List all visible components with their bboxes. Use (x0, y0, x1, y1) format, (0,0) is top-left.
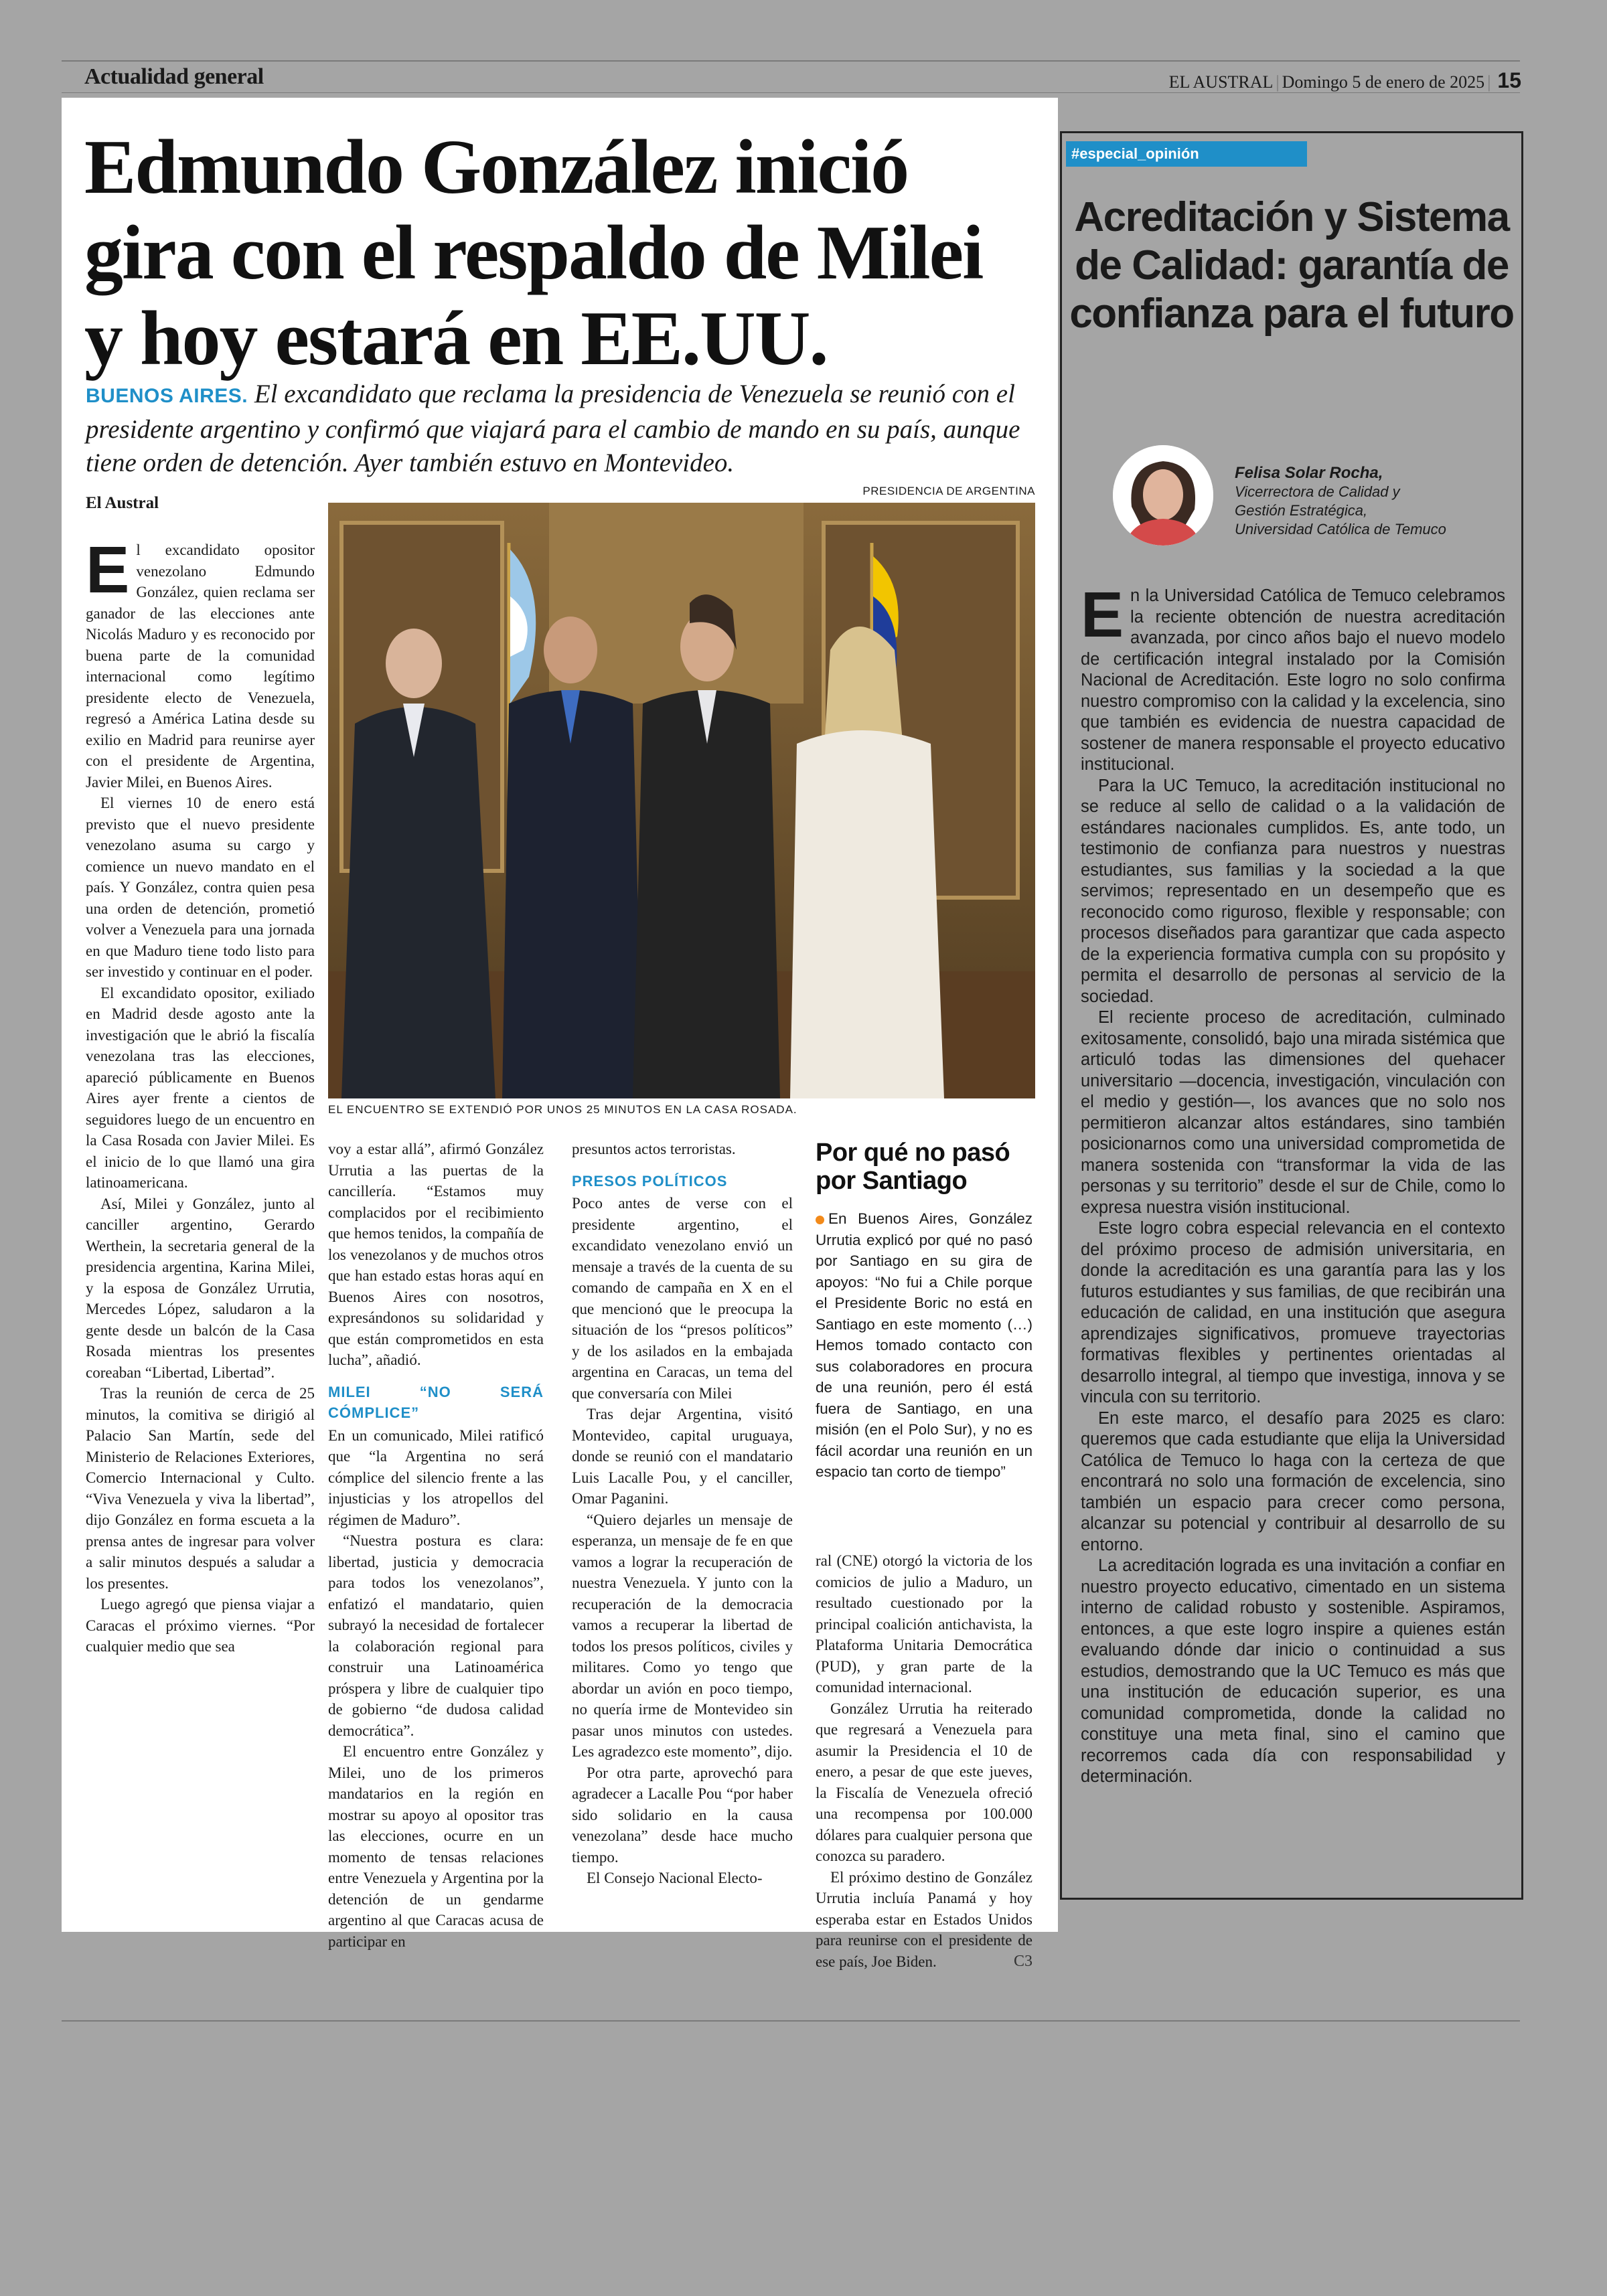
lead-text: El excandidato que reclama la presidencia de Venezuela se reunió con el presidente argentino y confirmó que viajará para el cambio de mando en su país, aunque tiene orden de detención. Ayer también estuvo en Montevideo. (86, 380, 1020, 477)
article-column-3 (572, 1139, 793, 1889)
header-rule-bottom (62, 92, 1520, 93)
header-rule-top (62, 60, 1520, 62)
publication-date: Domingo 5 de enero de 2025 (1282, 72, 1485, 92)
paragraph: Luego agregó que piensa viajar a Caracas el próximo viernes. “Por cualquier medio que sea (86, 1596, 315, 1655)
footer-rule (62, 2020, 1520, 2022)
paragraph: “Quiero dejarles un mensaje de esperanza, un mensaje de fe en que vamos a lograr la recuperación de nuestra Venezuela. Y junto con la recuperación de la democracia vamos a recuperar la libertad de todos los presos políticos, civiles y militares. Como yo tengo que abordar un avión en poco tiempo, no quería irme de Montevideo sin pasar unos minutos con ustedes. Les agradezco este momento”, dijo. (572, 1511, 793, 1760)
paragraph: El Consejo Nacional Electo- (587, 1870, 763, 1886)
sidebar-text-body: En Buenos Aires, González Urrutia explicó por qué no pasó por Santiago en su gira de apoyos: “No fui a Chile porque el Presidente Boric no está en Santiago en este momento (…) Hemos tomado contacto con sus colaboradores en procura de una reunión, pero él está fuera de Santiago, en una misión (en el Polo Sur), y no es fácil acordar una reunión en un espacio tan corto de tiempo” (816, 1210, 1032, 1480)
author-role: Vicerrectora de Calidad y (1235, 483, 1400, 500)
paragraph: ral (CNE) otorgó la victoria de los comicios de julio a Maduro, un resultado cuestionado por la principal coalición antichavista, la Plataforma Unitaria Democrática (PUD), y gran parte de la comunidad internacional. (816, 1552, 1032, 1696)
drop-cap: E (86, 533, 130, 606)
photo-credit: PRESIDENCIA DE ARGENTINA (862, 485, 1035, 497)
main-article (62, 98, 1058, 1970)
article-byline: El Austral (86, 494, 159, 512)
paragraph: n la Universidad Católica de Temuco celebramos la reciente obtención de nuestra acreditación avanzada, por cinco años bajo el nuevo modelo de certificación integral instalado por la Comisión Nacional de Acreditación. Este logro no solo confirma nuestro compromiso con la calidad y la excelencia, sino que también es evidencia de nuestra capacidad de sostener de manera responsable el proyecto educativo institucional. (1081, 586, 1505, 774)
paragraph: Tras dejar Argentina, visitó Montevideo, capital uruguaya, donde se reunió con el mandatario Luis Lacalle Pou, y el canciller, Omar Paganini. (572, 1406, 793, 1507)
page-number: 15 (1497, 68, 1521, 92)
section-subhead: PRESOS POLÍTICOS (572, 1172, 728, 1190)
article-headline: Edmundo González inició gira con el respaldo de Milei y hoy estará en EE.UU. (84, 125, 983, 382)
end-mark-icon: C3 (1013, 1952, 1032, 1970)
paragraph: Por otra parte, aprovechó para agradecer a Lacalle Pou “por haber sido solidario en la causa venezolana” desde hace mucho tiempo. (572, 1764, 793, 1866)
bullet-icon (816, 1216, 824, 1224)
photo-illustration (328, 503, 1035, 1098)
paragraph: El viernes 10 de enero está previsto que el nuevo presidente venezolano asuma su cargo y comience un nuevo mandato en el país. Y González, contra quien pesa una orden de detención, prometió volver a Venezuela para una jornada en que Maduro tiene todo listo para ser investido y continuar en el poder. (86, 795, 315, 980)
author-avatar (1113, 445, 1213, 546)
opinion-tag-bar (1066, 141, 1307, 167)
paragraph: El encuentro entre González y Milei, uno de los primeros mandatarios en la región en mostrar su apoyo al opositor tras las elecciones, ocurre en un momento de tensas relaciones entre Venezuela y Argentina por la detención de un gendarme argentino al que Caracas acusa de participar en (328, 1743, 544, 1950)
opinion-column (1060, 131, 1523, 1900)
sidebar-box (816, 1139, 1032, 1483)
paragraph: En un comunicado, Milei ratificó que “la Argentina no será cómplice del silencio frente a las injusticias y los atropellos del régimen de Maduro”. (328, 1426, 544, 1528)
author-name: Felisa Solar Rocha, (1235, 464, 1383, 482)
paragraph: Para la UC Temuco, la acreditación institucional no se reduce al sello de calidad o a la validación de estándares nacionales cumplidos. Es, ante todo, un testimonio de confianza para nuestros y nuestras estudiantes, sus familias y la sociedad a la que servimos; representado en un desempeño que es reconocido como riguroso, flexible y responsable; con procesos diseñados para garantizar que cada aspecto de la experiencia formativa cumpla con su propósito y permita el desarrollo de personas al servicio de la sociedad. (1081, 776, 1505, 1006)
paragraph: Este logro cobra especial relevancia en el contexto del próximo proceso de admisión universitaria, en donde la acreditación es una garantía para las y los futuros estudiantes y sus familias, de que recibirán una educación de calidad, en una institución que asegura aprendizajes significativos, promueve trayectorias formativas flexibles y pertinentes orientadas al desarrollo integral, al tiempo que investiga, innova y se vincula con su territorio. (1081, 1219, 1505, 1406)
paragraph: voy a estar allá”, afirmó González Urrutia a las puertas de la cancillería. “Estamos muy complacidos por el recibimiento que hemos tenidos, la compañía de los venezolanos y de muchos otros que han estado estas horas aquí en Buenos Aires con nosotros, expresándonos su solidaridad y que están comprometidos en esta lucha”, añadió. (328, 1141, 544, 1368)
paragraph: El reciente proceso de acreditación, culminado exitosamente, consolidó, bajo una mirada sistémica que articuló todas las dimensiones del quehacer universitario —docencia, investigación, vinculación con el medio y gestión—, los avances que no solo nos permitieron alcanzar altos estándares, sino también posicionarnos como una universidad comprometida de manera sostenida con “transformar la vida de las personas y su territorio” desde el sur de Chile, como lo expresa nuestra visión institucional. (1081, 1008, 1505, 1217)
paragraph: Así, Milei y González, junto al canciller argentino, Gerardo Werthein, la secretaria general de la presidencia argentina, Karina Milei, y la esposa de González Urrutia, Mercedes López, saludaron a la gente desde un balcón de la Casa Rosada mientras los presentes coreaban “Libertad, Libertad”. (86, 1195, 315, 1381)
page-folio: EL AUSTRAL | Domingo 5 de enero de 2025 | 15 (1168, 68, 1521, 92)
author-institution: Universidad Católica de Temuco (1235, 521, 1446, 538)
paragraph: González Urrutia ha reiterado que regresará a Venezuela para asumir la Presidencia el 10 de enero, a pesar de que este jueves, la Fiscalía de Venezuela ofreció una recompensa por 100.000 dólares para cualquier persona que conozca su paradero. (816, 1700, 1032, 1864)
author-role: Gestión Estratégica, (1235, 502, 1368, 519)
paragraph: Tras la reunión de cerca de 25 minutos, la comitiva se dirigió al Palacio San Martín, sede del Ministerio de Relaciones Exteriores, Comercio Internacional y Culto. “Viva Venezuela y viva la libertad”, dijo González en forma escueta a la prensa antes de ingresar para volver a salir minutos después a saludar a los presentes. (86, 1385, 315, 1592)
article-column-1 (86, 533, 315, 1657)
sidebar-text (816, 1208, 1032, 1483)
author-photo (1113, 445, 1213, 546)
opinion-title: Acreditación y Sistema de Calidad: garantía de confianza para el futuro (1069, 194, 1514, 337)
paragraph: Poco antes de verse con el presidente argentino, el excandidato venezolano envió un mensaje a través de la cuenta de su comando de campaña en X en el que mencionó que le preocupa la situación de los “presos políticos” y de los asilados en la embajada argentina en Caracas, un tema del que conversaría con Milei (572, 1195, 793, 1402)
section-name: Actualidad general (84, 64, 264, 89)
paragraph: “Nuestra postura es clara: libertad, justicia y democracia para todos los venezolanos”, enfatizó el mandatario, quien subrayó la necesidad de fortalecer la colaboración regional para construir una Latinoamérica próspera y libre de cualquier tipo de gobierno “de dudosa calidad democrática”. (328, 1532, 544, 1739)
paragraph-text: El próximo destino de González Urrutia incluía Panamá y hoy esperaba estar en Estados Unidos para reunirse con el presidente de ese país, Joe Biden. (816, 1868, 1032, 1970)
drop-cap: E (1081, 579, 1124, 651)
opinion-tag: #especial_opinión (1071, 145, 1199, 162)
paragraph: l excandidato opositor venezolano Edmundo González, quien reclama ser ganador de las elecciones ante Nicolás Maduro y es reconocido por buena parte de la comunidad internacional como legítimo presidente electo de Venezuela, regresó a América Latina desde su exilio en Madrid para reunirse ayer con el presidente de Argentina, Javier Milei, en Buenos Aires. (86, 542, 315, 791)
newspaper-name: EL AUSTRAL (1168, 72, 1274, 92)
paragraph: La acreditación lograda es una invitación a confiar en nuestro proyecto educativo, cimentado en un sistema interno de calidad robusto y sostenible. Aspiramos, entonces, a que este logro inspire a quienes están evaluando dónde dar inicio o continuidad a sus estudios, demostrando que la UC Temuco es más que una institución de educación superior, es una comunidad comprometida, donde la calidad no constituye una meta final, sino el camino que recorremos cada día con responsabilidad y determinación. (1081, 1556, 1505, 1786)
opinion-body (1081, 579, 1505, 1788)
photo-caption: EL ENCUENTRO SE EXTENDIÓ POR UNOS 25 MINUTOS EN LA CASA ROSADA. (328, 1103, 797, 1116)
paragraph (816, 1867, 1032, 1973)
sidebar-title: Por qué no pasó por Santiago (816, 1139, 1010, 1195)
paragraph: El excandidato opositor, exiliado en Madrid desde agosto ante la investigación que le abrió la fiscalía venezolana tras las elecciones, apareció públicamente en Buenos Aires ayer frente a cientos de seguidores luego de un encuentro en la Casa Rosada con Javier Milei. Es el inicio de lo que llamó una gira latinoamericana. (86, 984, 315, 1191)
article-lead (86, 378, 1037, 480)
section-subhead: MILEI “NO SERÁ CÓMPLICE” (328, 1383, 544, 1421)
paragraph: En este marco, el desafío para 2025 es claro: queremos que cada estudiante que elija la Universidad Católica de Temuco lo haga con la certeza de que encontrará no solo una formación de excelencia, sino también un espacio para crecer como persona, alcanzar su potencial y contribuir al desarrollo de su entorno. (1081, 1408, 1505, 1554)
article-column-4 (816, 1550, 1032, 1972)
article-column-2 (328, 1139, 544, 1952)
author-block (1235, 464, 1446, 539)
paragraph: presuntos actos terroristas. (572, 1141, 736, 1157)
lead-dateline: BUENOS AIRES. (86, 385, 248, 407)
article-photo (328, 503, 1035, 1098)
